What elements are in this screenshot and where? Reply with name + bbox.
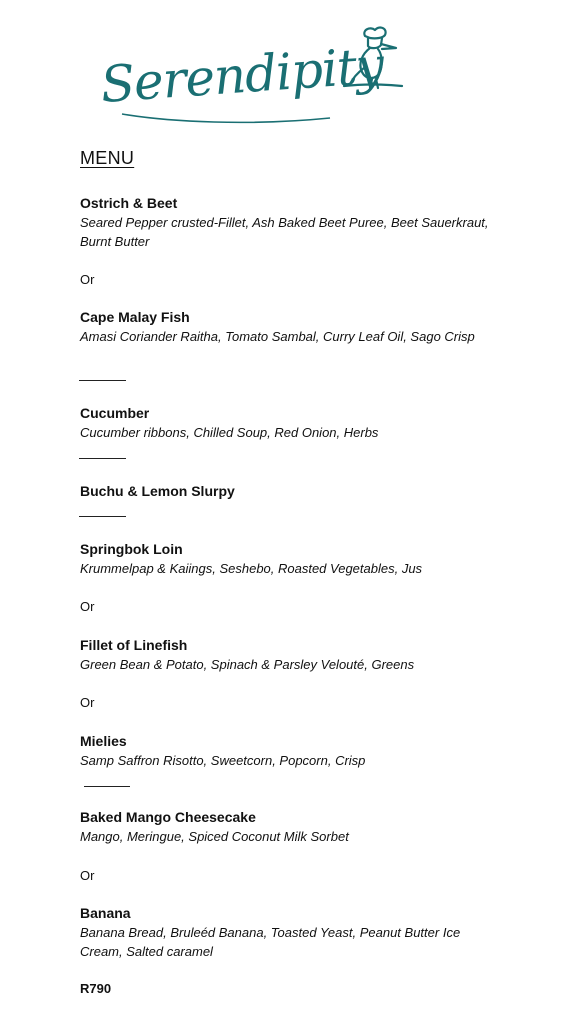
menu-item-cape-malay-fish xyxy=(80,308,500,346)
menu-price: R790 xyxy=(80,981,112,996)
course-divider xyxy=(79,380,126,381)
dish-name: Baked Mango Cheesecake xyxy=(80,809,256,825)
course-divider xyxy=(79,458,126,459)
course-divider xyxy=(79,516,126,517)
menu-item-mielies xyxy=(80,732,500,770)
dish-name: Springbok Loin xyxy=(80,541,183,557)
menu-item-springbok-loin xyxy=(80,540,500,578)
menu-item-baked-mango-cheesecake xyxy=(80,808,500,846)
dish-name: Cape Malay Fish xyxy=(80,309,190,325)
dish-name: Fillet of Linefish xyxy=(80,637,188,653)
dish-description: Amasi Coriander Raitha, Tomato Sambal, Curry Leaf Oil, Sago Crisp xyxy=(80,329,475,344)
dish-name: Ostrich & Beet xyxy=(80,195,178,211)
serendipity-logo xyxy=(100,22,410,140)
logo-flourish xyxy=(122,114,330,122)
dish-description: Green Bean & Potato, Spinach & Parsley Velouté, Greens xyxy=(80,657,415,672)
or-separator: Or xyxy=(80,272,95,287)
menu-title: MENU xyxy=(80,148,135,168)
menu-item-buchu-lemon-slurpy xyxy=(80,482,500,501)
dish-name: Cucumber xyxy=(80,405,150,421)
dish-description: Krummelpap & Kaiings, Seshebo, Roasted Vegetables, Jus xyxy=(80,561,423,576)
menu-item-fillet-of-linefish xyxy=(80,636,500,674)
or-separator: Or xyxy=(80,868,95,883)
dish-description: Seared Pepper crusted-Fillet, Ash Baked Beet Puree, Beet Sauerkraut, Burnt Butter xyxy=(80,215,489,249)
logo-graphic xyxy=(100,22,410,140)
course-divider xyxy=(84,786,130,787)
or-separator: Or xyxy=(80,599,95,614)
dish-name: Banana xyxy=(80,905,131,921)
dish-description: Mango, Meringue, Spiced Coconut Milk Sorbet xyxy=(80,829,349,844)
dish-description: Cucumber ribbons, Chilled Soup, Red Onion, Herbs xyxy=(80,425,379,440)
dish-description: Banana Bread, Bruleéd Banana, Toasted Yeast, Peanut Butter Ice Cream, Salted caramel xyxy=(80,925,461,959)
logo-wordmark: Serendipity xyxy=(100,36,386,114)
menu-item-banana xyxy=(80,904,500,961)
menu-item-ostrich-beet xyxy=(80,194,500,251)
dish-description: Samp Saffron Risotto, Sweetcorn, Popcorn, Crisp xyxy=(80,753,366,768)
or-separator: Or xyxy=(80,695,95,710)
dish-name: Buchu & Lemon Slurpy xyxy=(80,483,235,499)
menu-item-cucumber xyxy=(80,404,500,442)
dish-name: Mielies xyxy=(80,733,127,749)
